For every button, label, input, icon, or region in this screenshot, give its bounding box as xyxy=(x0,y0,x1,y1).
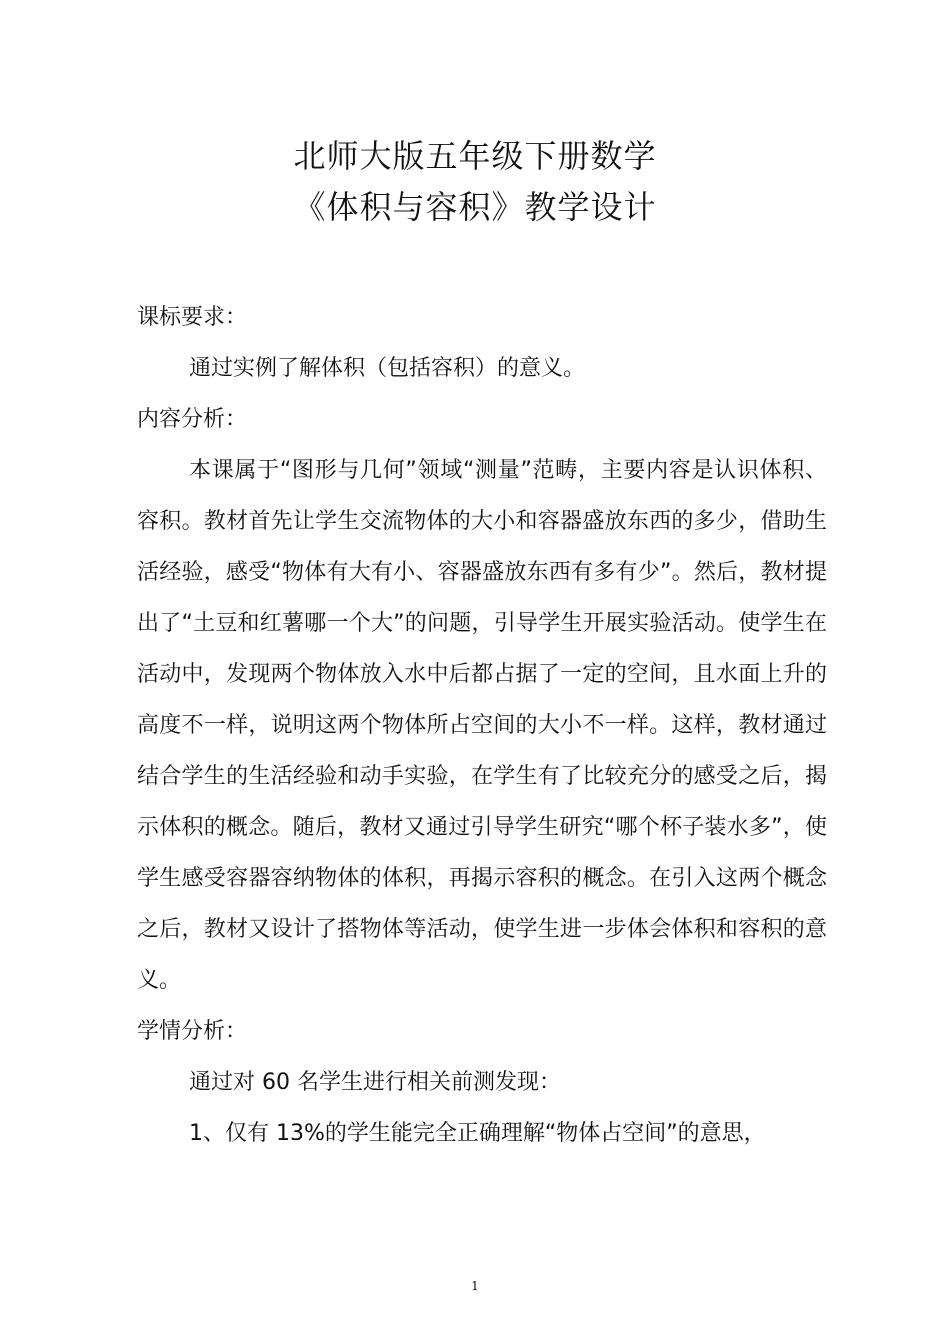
document-body xyxy=(137,292,827,1159)
learner-analysis-intro: 通过对 60 名学生进行相关前测发现： xyxy=(189,1070,561,1095)
learner-analysis-heading: 学情分析： xyxy=(137,1019,248,1044)
document-title-line-2: 《体积与容积》教学设计 xyxy=(293,188,657,226)
learner-analysis-item: 1、仅有 13%的学生能完全正确理解“物体占空间”的意思， xyxy=(189,1121,766,1146)
document-title-line-1: 北师大版五年级下册数学 xyxy=(293,137,657,175)
curriculum-heading: 课标要求： xyxy=(137,305,248,330)
content-analysis-heading: 内容分析： xyxy=(137,407,248,432)
page-number: 1 xyxy=(471,1279,479,1293)
curriculum-paragraph: 通过实例了解体积（包括容积）的意义。 xyxy=(189,356,586,381)
content-analysis-paragraph: 本课属于“图形与几何”领域“测量”范畴，主要内容是认识体积、容积。教材首先让学生交流物体的大小和容器盛放东西的多少，借助生活经验，感受“物体有大有小、容器盛放东西有多有少”。然后，教材提出了“土豆和红薯哪一个大”的问题，引导学生开展实验活动。使学生在活动中，发现两个物体放入水中后都占据了一定的空间，且水面上升的高度不一样，说明这两个物体所占空间的大小不一样。这样，教材通过结合学生的生活经验和动手实验，在学生有了比较充分的感受之后，揭示体积的概念。随后，教材又通过引导学生研究“哪个杯子装水多”，使学生感受容器容纳物体的体积，再揭示容积的概念。在引入这两个概念之后，教材又设计了搭物体等活动，使学生进一步体会体积和容积的意义。 xyxy=(137,458,827,993)
